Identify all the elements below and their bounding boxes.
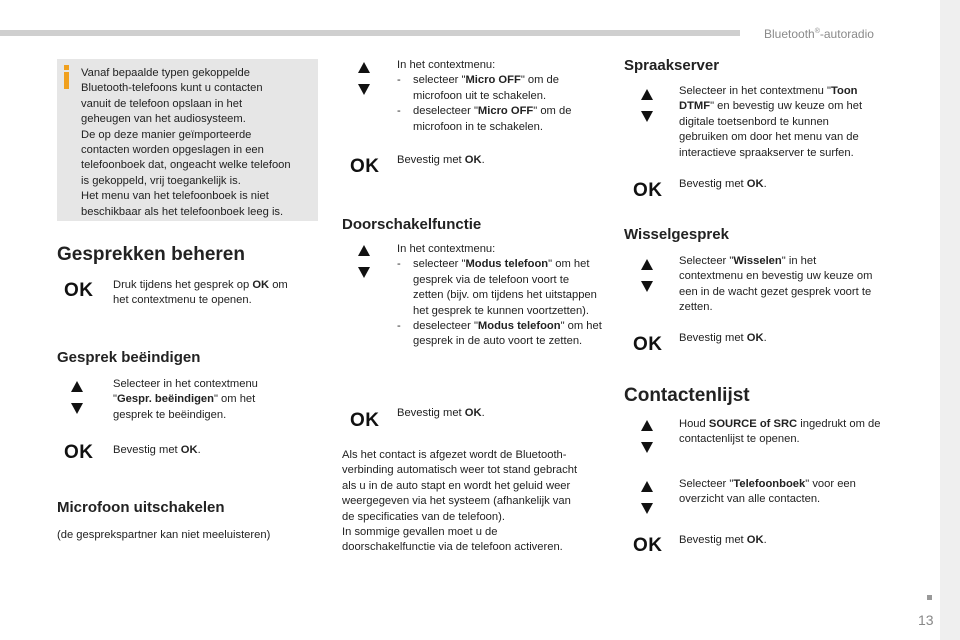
confirm-text: Bevestig met OK.: [397, 407, 485, 419]
confirm-text: Bevestig met OK.: [113, 444, 201, 456]
up-down-arrows-icon: [639, 259, 655, 295]
section-title-spraakserver: Spraakserver: [624, 57, 720, 74]
ok-button-icon: OK: [633, 180, 663, 201]
info-paragraph: Als het contact is afgezet wordt de Bluetooth- verbinding automatisch weer tot stand gebracht als u in de auto stapt en wordt het geluid weer weergegeven via het systeem (afhankelijk van de specificaties van de telefoon). In sommige gevallen moet u de doorschakelfunctie via de telefoon activeren.: [342, 449, 578, 554]
up-down-arrows-icon: [639, 89, 655, 125]
list-item: - selecteer "Micro OFF" om de microfoon uit te schakelen.: [397, 73, 602, 104]
ok-button-icon: OK: [64, 442, 94, 463]
section-title-gesprekken: Gesprekken beheren: [57, 244, 245, 265]
list-item: - deselecteer "Micro OFF" om de microfoon in te schakelen.: [397, 104, 602, 135]
confirm-text: Bevestig met OK.: [679, 178, 767, 190]
header-bar: [0, 30, 740, 36]
instruction-text: Houd SOURCE of SRC ingedrukt om de contactenlijst te openen.: [679, 418, 881, 446]
up-down-arrows-icon: [356, 62, 372, 98]
section-title-beeindigen: Gesprek beëindigen: [57, 349, 201, 366]
page-number: 13: [918, 612, 934, 628]
ok-button-icon: OK: [64, 280, 94, 301]
page-marker: [927, 595, 932, 600]
section-note: (de gesprekspartner kan niet meeluisteren): [57, 529, 271, 541]
up-down-arrows-icon: [356, 245, 372, 281]
up-down-arrows-icon: [639, 481, 655, 517]
instruction-text: Druk tijdens het gesprek op OK om het contextmenu te openen.: [113, 279, 288, 307]
list-item: - deselecteer "Modus telefoon" om het gesprek in de auto voort te zetten.: [397, 319, 602, 350]
ok-button-icon: OK: [633, 334, 663, 355]
instruction-text: Selecteer in het contextmenu "Toon DTMF" en bevestig uw keuze om het digitale toetsenbord te kunnen gebruiken om door het menu van de interactieve spraakserver te surfen.: [679, 85, 863, 159]
ok-button-icon: OK: [350, 410, 380, 431]
instruction-text: In het contextmenu: - selecteer "Micro OFF" om de microfoon uit te schakelen. - deselecteer "Micro OFF" om de microfoon in te schakelen.: [397, 58, 602, 135]
confirm-text: Bevestig met OK.: [679, 332, 767, 344]
instruction-text: In het contextmenu: - selecteer "Modus telefoon" om het gesprek via de telefoon voort te zetten (bijv. om tijdens het uitstappen het gesprek te kunnen voortzetten). - deselecteer "Modus telefoon" om het gesprek in de auto voort te zetten.: [397, 242, 602, 350]
page-header-title: Bluetooth®-autoradio: [764, 27, 874, 41]
up-down-arrows-icon: [69, 381, 85, 417]
list-item: - selecteer "Modus telefoon" om het gesprek via de telefoon voort te zetten (bijv. om tijdens het uitstappen het gesprek te kunnen voortzetten).: [397, 257, 602, 319]
ok-button-icon: OK: [633, 535, 663, 556]
ok-button-icon: OK: [350, 156, 380, 177]
section-title-contactenlijst: Contactenlijst: [624, 385, 750, 406]
section-title-wisselgesprek: Wisselgesprek: [624, 226, 729, 243]
instruction-text: Selecteer in het contextmenu "Gespr. beëindigen" om het gesprek te beëindigen.: [113, 378, 258, 421]
confirm-text: Bevestig met OK.: [679, 534, 767, 546]
info-text: Vanaf bepaalde typen gekoppelde Bluetooth-telefoons kunt u contacten vanuit de telefoon opslaan in het geheugen van het audiosysteem. De op deze manier geïmporteerde contacten worden opgeslagen in een telefoonboek dat, ongeacht welke telefoon is gekoppeld, vrij toegankelijk is. Het menu van het telefoonboek is niet beschikbaar als het telefoonboek leeg is.: [81, 67, 291, 218]
instruction-text: Selecteer "Telefoonboek" voor een overzicht van alle contacten.: [679, 478, 856, 506]
confirm-text: Bevestig met OK.: [397, 154, 485, 166]
section-title-microfoon: Microfoon uitschakelen: [57, 499, 225, 516]
section-title-doorschakel: Doorschakelfunctie: [342, 216, 482, 233]
info-icon: [62, 65, 71, 89]
up-down-arrows-icon: [639, 420, 655, 456]
instruction-text: Selecteer "Wisselen" in het contextmenu en bevestig uw keuze om een in de wacht gezet gesprek voort te zetten.: [679, 255, 873, 314]
page-side-strip: [940, 0, 960, 640]
